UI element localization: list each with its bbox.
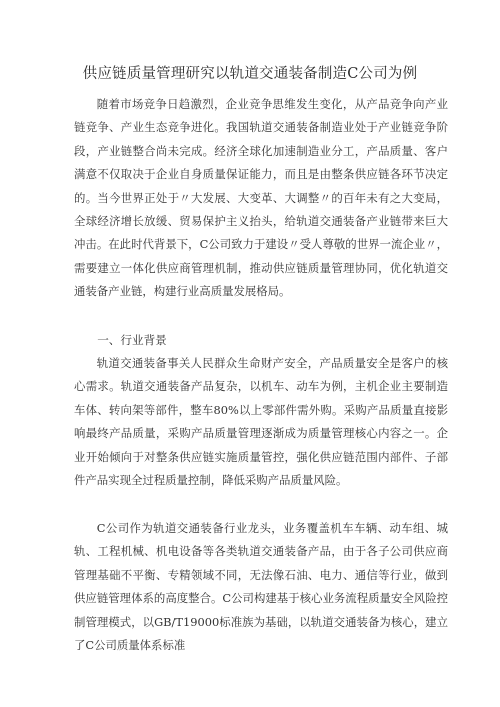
industry-paragraph-1: 轨道交通装备事关人民群众生命财产安全，产品质量安全是客户的核心需求。轨道交通装备产品复杂，以机车、动车为例，主机企业主要制造车体、转向架等部件，整车80%以上零部件需外购。采购产品质量直接影响最终产品质量，采购产品质量管理逐渐成为质量管理核心内容之一。企业开始倾向于对整条供应链实施质量管控，强化供应链范围内部件、子部件产品实现全过程质量控制，降低采购产品质量风险。 bbox=[74, 356, 448, 488]
section-heading-industry-background: 一、行业背景 bbox=[97, 333, 167, 347]
document-title: 供应链质量管理研究以轨道交通装备制造C公司为例 bbox=[82, 66, 418, 82]
industry-paragraph-2: C公司作为轨道交通装备行业龙头，业务覆盖机车车辆、动车组、城轨、工程机械、机电设备等各类轨道交通装备产品，由于各子公司供应商管理基础不平衡、专精领域不同，无法像石油、电力、通信等行业，做到供应链管理体系的高度整合。C公司构建基于核心业务流程质量安全风险控制管理模式，以GB/T19000标准族为基础，以轨道交通装备为核心，建立了C公司质量体系标准 bbox=[74, 521, 448, 653]
intro-paragraph: 随着市场竞争日趋激烈，企业竞争思维发生变化，从产品竞争向产业链竞争、产业生态竞争进化。我国轨道交通装备制造业处于产业链竞争阶段，产业链整合尚未完成。经济全球化加速制造业分工，产品质量、客户满意不仅取决于企业自身质量保证能力，而且是由整条供应链各环节决定的。当今世界正处于〃大发展、大变革、大调整〃的百年未有之大变局，全球经济增长放缓、贸易保护主义抬头，给轨道交通装备产业链带来巨大冲击。在此时代背景下，C公司致力于建设〃受人尊敬的世界一流企业〃，需要建立一体化供应商管理机制，推动供应链质量管理协同，优化轨道交通装备产业链，构建行业高质量发展格局。 bbox=[74, 97, 448, 299]
